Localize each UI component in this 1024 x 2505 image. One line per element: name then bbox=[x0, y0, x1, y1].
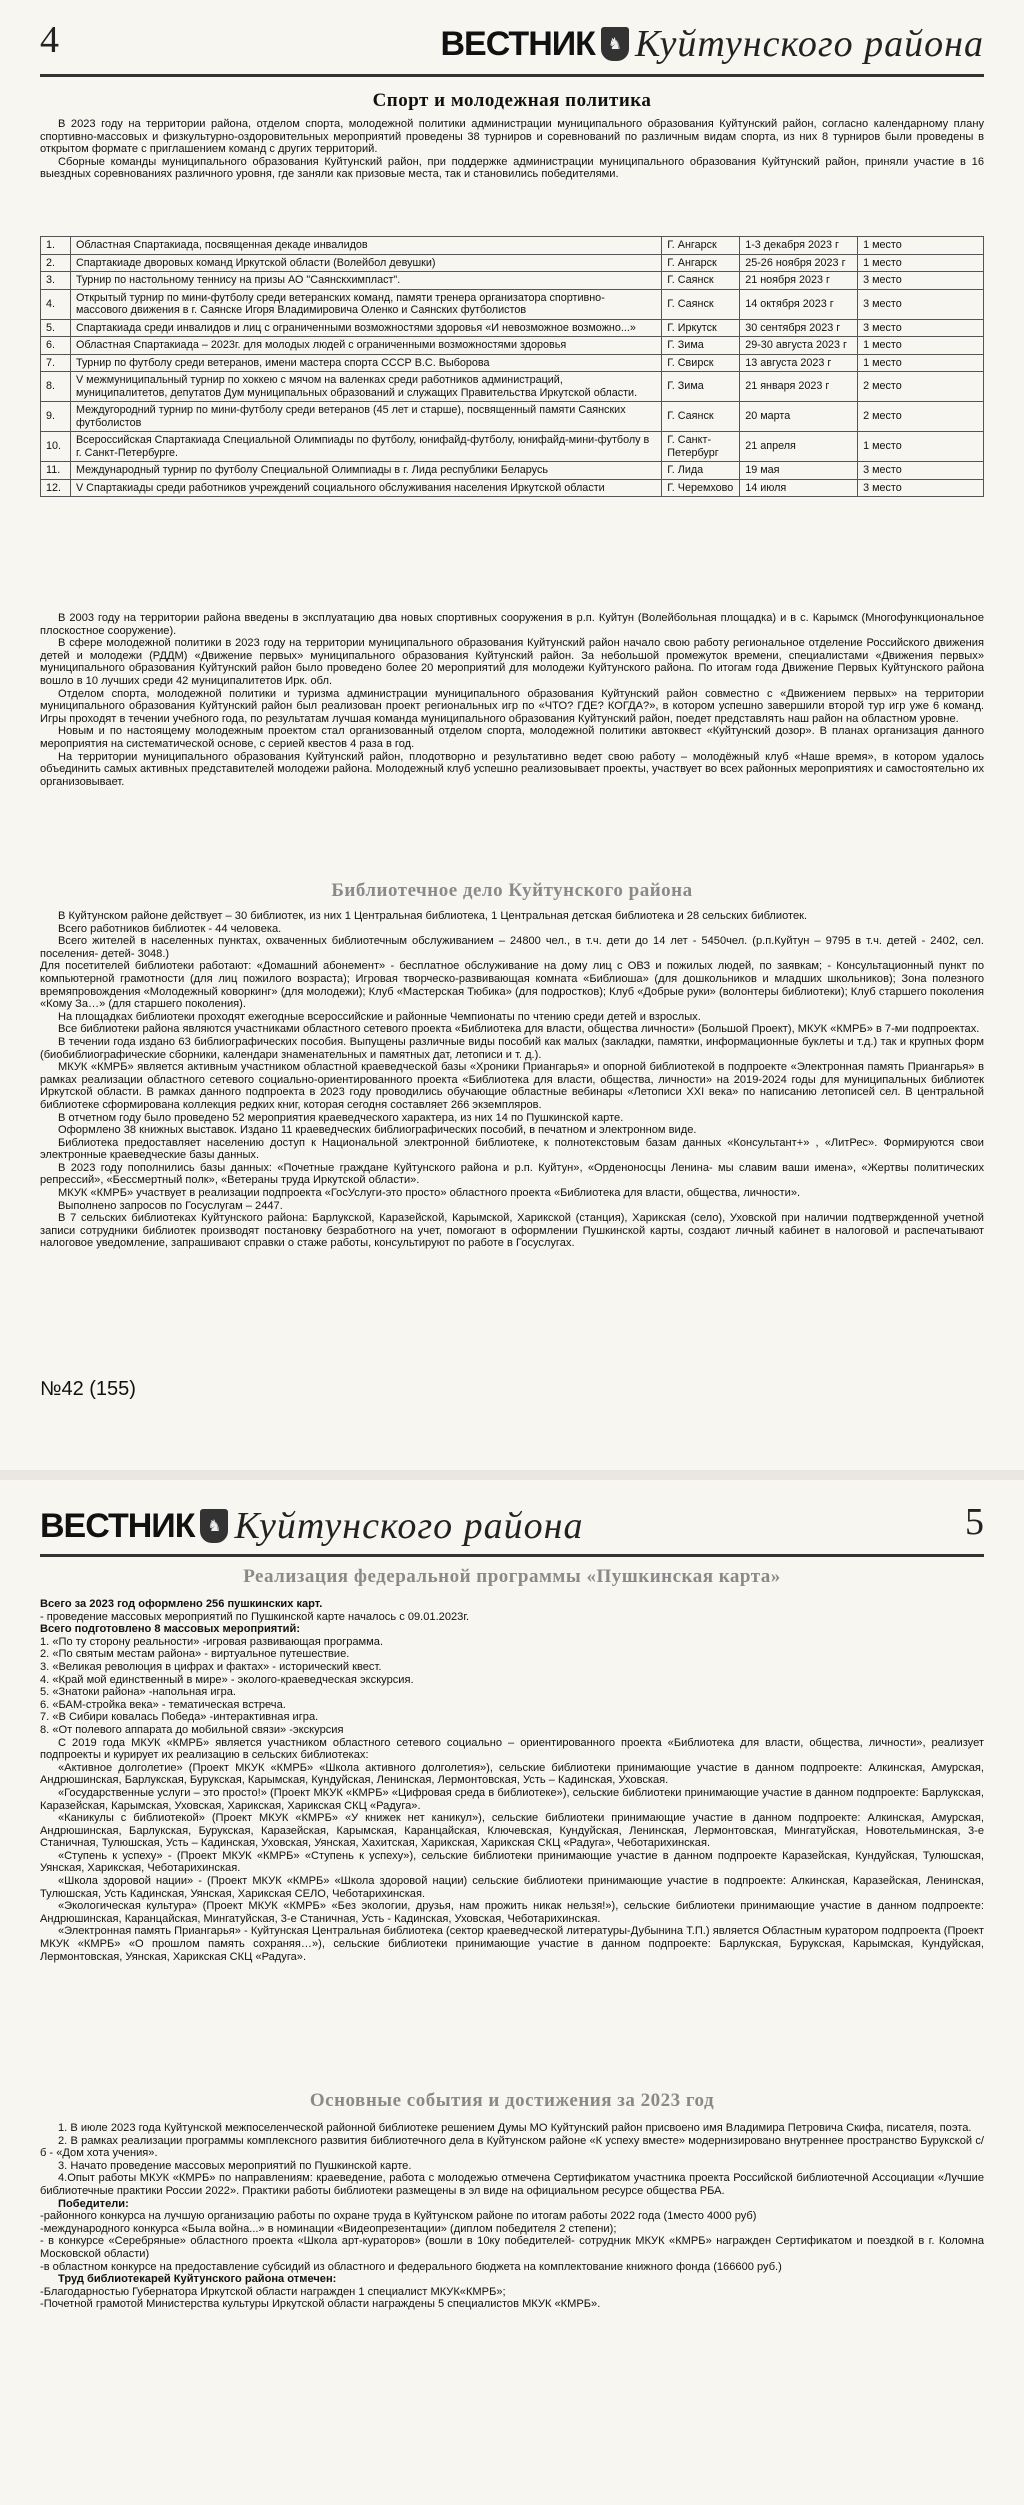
table-row bbox=[41, 372, 984, 402]
event-name: Спартакиада среди инвалидов и лиц с ограниченными возможностями здоровья «И невозможное возможно...» bbox=[70, 319, 661, 337]
event-city: Г. Черемхово bbox=[662, 479, 740, 497]
paragraph: Оформлено 38 книжных выставок. Издано 11 краеведческих библиографических пособий, в печатном и электронном виде. bbox=[58, 1124, 697, 1137]
event-item: 4.Опыт работы МКУК «КМРБ» по направлениям: краеведение, работа с молодежью отмечена Сертификатом участника проекта Российской библиотечной Ассоциации «Лучшие библиотечные практики России 2022». Практики работы библиотеки размещены в эл виде на официальном ресурсе общества РБА. bbox=[40, 2172, 984, 2197]
pushkin-line: 3. «Великая революция в цифрах и фактах» - исторический квест. bbox=[40, 1660, 382, 1673]
event-place: 1 место bbox=[858, 432, 984, 462]
winner-item: -в областном конкурсе на предоставление субсидий из областного и федерального бюджета на комплектование книжного фонда (166600 руб.) bbox=[40, 2260, 782, 2273]
event-name: Спартакиаде дворовых команд Иркутской области (Волейбол девушки) bbox=[70, 254, 661, 272]
labor-item: -Благодарностью Губернатора Иркутской области награжден 1 специалист МКУК«КМРБ»; bbox=[40, 2285, 506, 2298]
event-date: 20 марта bbox=[740, 402, 858, 432]
event-date: 14 июля bbox=[740, 479, 858, 497]
event-city: Г. Саянск bbox=[662, 402, 740, 432]
header-rule bbox=[40, 1554, 984, 1557]
event-city: Г. Ангарск bbox=[662, 254, 740, 272]
paragraph: «Активное долголетие» (Проект МКУК «КМРБ» «Школа активного долголетия»), сельские библиотеки принимающие участие в данном подпроекте: Алкинская, Амурская, Андрюшинская, Барлукская, Бурукская, Карымская, Кундуйская, Ленинская, Лермонтовская, Усть – Кадинская, Уховская. bbox=[40, 1761, 984, 1787]
table-row bbox=[41, 237, 984, 255]
pushkin-line: 6. «БАМ-стройка века» - тематическая встреча. bbox=[40, 1698, 286, 1711]
event-city: Г. Свирск bbox=[662, 354, 740, 372]
pushkin-line: - проведение массовых мероприятий по Пушкинской карте началось с 09.01.2023г. bbox=[40, 1610, 470, 1623]
paragraph: Отделом спорта, молодежной политики и туризма администрации муниципального образования Куйтунский район совместно с «Движением первых» на территории муниципального образования Куйтунский район был реализован проект региональных игр по «ЧТО? ГДЕ? КОГДА?», в котором успешно завершили второй тур игр уже 6 команд. Игры проходят в течении учебного года, по результатам лучшая команда муниципального образования Куйтунский район, поедет представлять наш район на областном уровне. bbox=[40, 687, 984, 725]
table-row bbox=[41, 272, 984, 290]
event-item: 3. Начато проведение массовых мероприятий по Пушкинской карте. bbox=[58, 2159, 412, 2172]
table-row bbox=[41, 479, 984, 497]
row-number: 6. bbox=[41, 337, 71, 355]
crest-icon: ♞ bbox=[601, 27, 629, 61]
pushkin-line: 5. «Знатоки района» -напольная игра. bbox=[40, 1686, 236, 1699]
event-item: 1. В июле 2023 года Куйтунской межпоселенческой районной библиотеке решением Думы МО Куйтунский район присвоено имя Владимира Петровича Скифа, писателя, поэта. bbox=[58, 2122, 972, 2134]
paragraph: В отчетном году было проведено 52 мероприятия краеведческого характера, из них 14 по Пушкинской карте. bbox=[58, 1111, 624, 1124]
sport-after-text bbox=[40, 612, 984, 788]
page-number: 5 bbox=[965, 1501, 984, 1543]
paragraph: Сборные команды муниципального образования Куйтунский район, при поддержке администрации муниципального образования Куйтунский район, приняли участие в 16 выездных соревнованиях различного уровня, где заняли как призовые места, так и становились победителями. bbox=[40, 155, 984, 181]
labor-item: -Почетной грамотой Министерства культуры Иркутской области награждены 5 специалистов МКУК «КМРБ». bbox=[40, 2298, 601, 2311]
event-city: Г. Иркутск bbox=[662, 319, 740, 337]
event-name: Областная Спартакиада, посвященная декаде инвалидов bbox=[70, 237, 661, 255]
row-number: 12. bbox=[41, 479, 71, 497]
paragraph: «Школа здоровой нации» - (Проект МКУК «КМРБ» «Школа здоровой нации) сельские библиотеки принимающие участие в подпроекте: Алкинская, Каразейская, Ленинская, Тулюшская, Усть Кадинская, Уянская, Харикская СЕЛО, Чеботарихинская. bbox=[40, 1875, 984, 1900]
paragraph: На территории муниципального образования Куйтунский район, плодотворно и результативно ведет свою работу – молодёжный клуб «Наше время», в котором удалось объединить самых активных представителей молодежи района. Молодежный клуб успешно реализовывает проекты, участвует во всех районных мероприятиях и самостоятельно их организовывает. bbox=[40, 750, 984, 788]
event-name: Междугородний турнир по мини-футболу среди ветеранов (45 лет и старше), посвященный памяти Саянских футболистов bbox=[70, 402, 661, 432]
row-number: 7. bbox=[41, 354, 71, 372]
event-name: Турнир по настольному теннису на призы АО "Саянскхимпласт". bbox=[70, 272, 661, 290]
paragraph: В 7 сельских библиотеках Куйтунского района: Барлукской, Каразейской, Карымской, Харикской (станция), Харикская (село), Уховской при наличии подтвержденной учетной записи сотрудники библиотек производят постановку безработного на учет, помогают в оформлении Пушкинской карты, создают личный кабинет в налоговой и распечатывают налоговое уведомление, запрашивают справки о стаже работы, консультируют по работе в Госуслугах. bbox=[40, 1212, 984, 1250]
event-place: 3 место bbox=[858, 289, 984, 319]
brand-script: Куйтунского района bbox=[634, 23, 984, 65]
paragraph: В Куйтунском районе действует – 30 библиотек, из них 1 Центральная библиотека, 1 Центральная детская библиотека и 28 сельских библиотек. bbox=[58, 910, 808, 922]
paragraph: В 2003 году на территории района введены в эксплуатацию два новых спортивных сооружения в р.п. Куйтун (Волейбольная площадка) и в с. Карымск (Многофункциональное плоскостное сооружение). bbox=[40, 612, 984, 637]
event-name: Всероссийская Спартакиада Специальной Олимпиады по футболу, юнифайд-футболу, юнифайд-мини-футболу в г. Санкт-Петербурге. bbox=[70, 432, 661, 462]
event-place: 1 место bbox=[858, 254, 984, 272]
pushkin-line: 8. «От полевого аппарата до мобильной связи» -экскурсия bbox=[40, 1723, 344, 1736]
event-city: Г. Саянск bbox=[662, 289, 740, 319]
winner-item: -международного конкурса «Была война...» в номинации «Видеопрезентации» (диплом победителя 2 степени); bbox=[40, 2222, 617, 2235]
event-place: 3 место bbox=[858, 272, 984, 290]
winners-heading: Победители: bbox=[58, 2197, 129, 2210]
brand-main: ВЕСТНИК bbox=[40, 1506, 195, 1545]
table-row bbox=[41, 462, 984, 480]
paragraph: Библиотека предоставляет населению доступ к Национальной электронной библиотеке, к полнотекстовым базам данных «Консультант+» , «ЛитРес». Формируются свои электронные краеведческие базы данных. bbox=[40, 1136, 984, 1162]
event-place: 2 место bbox=[858, 372, 984, 402]
sport-section-title: Спорт и молодежная политика bbox=[372, 90, 652, 111]
event-name: V Спартакиады среди работников учреждений социального обслуживания населения Иркутской области bbox=[70, 479, 661, 497]
event-place: 1 место bbox=[858, 237, 984, 255]
table-row bbox=[41, 319, 984, 337]
table-row bbox=[41, 432, 984, 462]
library-section-title: Библиотечное дело Куйтунского района bbox=[331, 880, 693, 901]
event-date: 29-30 августа 2023 г bbox=[740, 337, 858, 355]
winner-item: -районного конкурса на лучшую организацию работы по охране труда в Куйтунском районе по итогам работы 2022 года (1место 4000 руб) bbox=[40, 2210, 757, 2223]
paragraph: В 2023 году пополнились базы данных: «Почетные граждане Куйтунского района и р.п. Куйтун», «Орденоносцы Ленина- мы славим ваши имена», «Жертвы политических репрессий», «Бессмертный полк», «Ветераны труда Иркутской области». bbox=[40, 1161, 984, 1187]
sport-intro bbox=[40, 118, 984, 181]
pushkin-line: 1. «По ту сторону реальности» -игровая развивающая программа. bbox=[40, 1635, 384, 1648]
events-section-title: Основные события и достижения за 2023 год bbox=[309, 2090, 715, 2111]
library-text bbox=[40, 910, 984, 1250]
event-date: 21 апреля bbox=[740, 432, 858, 462]
row-number: 9. bbox=[41, 402, 71, 432]
event-place: 2 место bbox=[858, 402, 984, 432]
paragraph: «Государственные услуги – это просто!» (Проект МКУК «КМРБ» «Цифровая среда в библиотеке»), сельские библиотеки принимающие участие в данном подпроекте: Барлукская, Каразейская, Карымская, Уховская, Харикская, Харикская СКЦ «Радуга». bbox=[40, 1786, 984, 1812]
header-rule bbox=[40, 74, 984, 77]
row-number: 10. bbox=[41, 432, 71, 462]
row-number: 3. bbox=[41, 272, 71, 290]
paragraph: В сфере молодежной политики в 2023 году на территории муниципального образования Куйтунский район начало свою работу региональное отделение Российского движения детей и молодежи (РДДМ) «Движение первых» муниципального образования Куйтунский район. За небольшой промежуток времени, специалистами «Движения первых» муниципального образования Куйтунский район было проведено более 20 мероприятий для молодежи Куйтунского района. По итогам года Движение Первых Куйтунского района вошло в 10 лучших среди 42 муниципалитетов Ирк. обл. bbox=[40, 637, 984, 687]
event-city: Г. Зима bbox=[662, 372, 740, 402]
event-city: Г. Лида bbox=[662, 462, 740, 480]
pushkin-line: Всего за 2023 год оформлено 256 пушкинских карт. bbox=[40, 1598, 323, 1610]
newspaper-brand bbox=[440, 22, 984, 66]
event-name: Областная Спартакиада – 2023г. для молодых людей с ограниченными возможностями здоровья bbox=[70, 337, 661, 355]
event-date: 19 мая bbox=[740, 462, 858, 480]
event-name: Открытый турнир по мини-футболу среди ветеранских команд, памяти тренера организатора спортивно-массового движения в г. Саянске Игоря Владимировича Оленко и Саянских футболистов bbox=[70, 289, 661, 319]
table-row bbox=[41, 254, 984, 272]
table-row bbox=[41, 337, 984, 355]
row-number: 11. bbox=[41, 462, 71, 480]
paragraph: «Электронная память Приангарья» - Куйтунская Центральная библиотека (сектор краеведческой литературы-Дубынина Т.П.) является Областным куратором подпроекта (Проект МКУК «КМРБ» «О прошлом память сохраняя…»), сельские библиотеки принимающие участие в данном подпроекте: Барлукская, Бурукская, Карымская, Кундуйская, Лермонтовская, Уянская, Харикская СКЦ «Радуга». bbox=[40, 1925, 984, 1963]
pushkin-line: 7. «В Сибири ковалась Победа» -интерактивная игра. bbox=[40, 1711, 319, 1724]
row-number: 1. bbox=[41, 237, 71, 255]
paragraph: Все библиотеки района являются участниками областного сетевого проекта «Библиотека для власти, общества личности» (Большой Проект), МКУК «КМРБ» в 7-ми подпроектах. bbox=[58, 1023, 980, 1036]
table-row bbox=[41, 402, 984, 432]
table-row bbox=[41, 289, 984, 319]
event-place: 3 место bbox=[858, 319, 984, 337]
paragraph: Всего жителей в населенных пунктах, охваченных библиотечным обслуживанием – 24800 чел., в т.ч. дети до 14 лет - 5450чел. (р.п.Куйтун – 9795 в т.ч. детей - 2402, сел. поселения- детей- 3048.) bbox=[40, 935, 984, 960]
pushkin-line: 4. «Край мой единственный в мире» - эколого-краеведческая экскурсия. bbox=[40, 1673, 414, 1686]
issue-number: №42 (155) bbox=[40, 1378, 136, 1400]
paragraph: Всего работников библиотек - 44 человека. bbox=[58, 922, 282, 935]
event-date: 14 октября 2023 г bbox=[740, 289, 858, 319]
brand-script: Куйтунского района bbox=[234, 1505, 584, 1547]
labor-heading: Труд библиотекарей Куйтунского района отмечен: bbox=[58, 2273, 337, 2286]
event-item: 2. В рамках реализации программы комплексного развития библиотечного дела в Куйтунском районе «К успеху вместе» модернизировано внутреннее пространство Бурукской с/б - «Дом хота учения». bbox=[40, 2134, 984, 2160]
paragraph: МКУК «КМРБ» участвует в реализации подпроекта «ГосУслуги-это просто» областного проекта «Библиотека для власти, общества, личности». bbox=[58, 1187, 801, 1200]
paragraph: В течении года издано 63 библиографических пособия. Выпущены различные виды пособий как малых (закладки, памятки, информационные буклеты и т.д.) так и крупных форм (биобиблиографические сборники, календари знаменательных и памятных дат, летописи и т. д.). bbox=[40, 1035, 984, 1061]
event-place: 1 место bbox=[858, 337, 984, 355]
newspaper-brand bbox=[40, 1504, 584, 1548]
pushkin-section-title: Реализация федеральной программы «Пушкинская карта» bbox=[243, 1566, 781, 1587]
paragraph: Новым и по настоящему молодежным проектом стал организованный отделом спорта, молодежной политики автоквест «Куйтунский дозор». В планах организация данного мероприятия на систематической основе, с серией квестов 4 раза в год. bbox=[40, 725, 984, 750]
page-5 bbox=[0, 1480, 1024, 2505]
event-city: Г. Ангарск bbox=[662, 237, 740, 255]
event-date: 1-3 декабря 2023 г bbox=[740, 237, 858, 255]
paragraph: МКУК «КМРБ» является активным участником областной краеведческой базы «Хроники Приангарья» и опорной библиотекой в подпроекте «Электронная память Приангарья» в рамках реализации областного сетевого социально-ориентированного проекта «Библиотека для власти, общества, личности» на 2019-2024 годы для муниципальных библиотек Иркутской области. В рамках данного подпроекта в 2023 году проводились обучающие областные вебинары «Летописи XXI века» по написанию летописей сел. В центральной библиотеке сформирована коллекция редких книг, которая сегодня составляет 266 экземпляров. bbox=[40, 1061, 984, 1111]
page-number: 4 bbox=[40, 19, 59, 61]
paragraph: В 2023 году на территории района, отделом спорта, молодежной политики администрации муниципального образования Куйтунский район, согласно календарному плану спортивно-массовых и физкультурно-оздоровительных мероприятий проведены 38 турниров и соревнований по различным видам спорта, из них 8 турниров были проведены в открытом формате с приглашением команд с других территорий. bbox=[40, 118, 984, 156]
event-date: 21 января 2023 г bbox=[740, 372, 858, 402]
table-row bbox=[41, 354, 984, 372]
event-date: 13 августа 2023 г bbox=[740, 354, 858, 372]
row-number: 8. bbox=[41, 372, 71, 402]
page-header bbox=[40, 18, 984, 70]
pushkin-line: Всего подготовлено 8 массовых мероприятий: bbox=[40, 1623, 301, 1636]
pushkin-line: 2. «По святым местам района» - виртуальное путешествие. bbox=[40, 1648, 350, 1661]
event-place: 1 место bbox=[858, 354, 984, 372]
page-header bbox=[40, 1500, 984, 1552]
event-place: 3 место bbox=[858, 479, 984, 497]
event-name: Международный турнир по футболу Специальной Олимпиады в г. Лида республики Беларусь bbox=[70, 462, 661, 480]
event-name: V межмуниципальный турнир по хоккею с мячом на валенках среди работников администраций, муниципалитетов, депутатов Дум муниципальных образований и служащих Правительства Иркутской области. bbox=[70, 372, 661, 402]
event-date: 21 ноября 2023 г bbox=[740, 272, 858, 290]
sport-results-table bbox=[40, 236, 984, 497]
event-date: 25-26 ноября 2023 г bbox=[740, 254, 858, 272]
row-number: 4. bbox=[41, 289, 71, 319]
event-name: Турнир по футболу среди ветеранов, имени мастера спорта СССР В.С. Выборова bbox=[70, 354, 661, 372]
event-city: Г. Санкт-Петербург bbox=[662, 432, 740, 462]
event-place: 3 место bbox=[858, 462, 984, 480]
paragraph: «Каникулы с библиотекой» (Проект МКУК «КМРБ» «У книжек нет каникул»), сельские библиотеки принимающие участие в данном подпроекте: Алкинская, Амурская, Андрюшинская, Барлукская, Бурукская, Каразейская, Карымская, Каранцайская, Ключевская, Кундуйская, Ленинская, Лермонтовская, Мингатуйская, Новотельминская, 3-е Станичная, Тулюшская, Усть – Кадинская, Уховская, Уянская, Хахитская, Харикская, Харикская СКЦ «Радуга», Чеботарихинская. bbox=[40, 1812, 984, 1850]
paragraph: На площадках библиотеки проходят ежегодные всероссийские и районные Чемпионаты по чтению среди детей и взрослых. bbox=[58, 1010, 701, 1023]
crest-icon: ♞ bbox=[200, 1509, 228, 1543]
events-text bbox=[40, 2122, 984, 2311]
row-number: 5. bbox=[41, 319, 71, 337]
paragraph: С 2019 года МКУК «КМРБ» является участником областного сетевого социально – ориентированного проекта «Библиотека для власти, общества, личности», реализует подпроекты и курирует их реализацию в сельских библиотеках: bbox=[40, 1736, 984, 1762]
pushkin-text bbox=[40, 1598, 984, 1963]
event-city: Г. Саянск bbox=[662, 272, 740, 290]
event-city: Г. Зима bbox=[662, 337, 740, 355]
paragraph: Для посетителей библиотеки работают: «Домашний абонемент» - бесплатное обслуживание на дому лиц с ОВЗ и пожилых людей, по заявкам; - Консультационный пункт по компьютерной грамотности (для лиц пожилого возраста); Игровая творческо-развивающая комната «Библиоша» (для дошкольников и младших школьников); Зона полезного времяпровождения «Молодежный коворкинг» (для молодежи); Клуб «Мастерская Тюбика» (для подростков); Клуб «Добрые руки» (волонтеры библиотеки); Клуб старшего поколения «Кому За…» (для старшего поколения). bbox=[40, 960, 984, 1011]
row-number: 2. bbox=[41, 254, 71, 272]
brand-main: ВЕСТНИК bbox=[440, 24, 595, 63]
page-separator bbox=[0, 1470, 1024, 1480]
paragraph: «Ступень к успеху» - (Проект МКУК «КМРБ» «Ступень к успеху»), сельские библиотеки принимающие участие в данном подпроекте Каразейская, Кундуйская, Тулюшская, Уянская, Харикская, Чеботарихинская. bbox=[40, 1849, 984, 1875]
winner-item: - в конкурсе «Серебряные» областного проекта «Школа арт-кураторов» (вошли в 10ку победителей- сотрудник МКУК «КМРБ» награжден Сертификатом и поездкой в г. Коломна Московской области) bbox=[40, 2235, 984, 2260]
paragraph: Выполнено запросов по Госуслугам – 2447. bbox=[58, 1199, 283, 1212]
paragraph: «Экологическая культура» (Проект МКУК «КМРБ» «Без экологии, друзья, нам прожить никак нельзя!»), сельские библиотеки принимающие участие в данном подпроекте: Андрюшинская, Каранцайская, Мингатуйская, 3-е Станичная, Усть - Кадинская, Уховская, Чеботарихинская. bbox=[40, 1900, 984, 1925]
event-date: 30 сентября 2023 г bbox=[740, 319, 858, 337]
